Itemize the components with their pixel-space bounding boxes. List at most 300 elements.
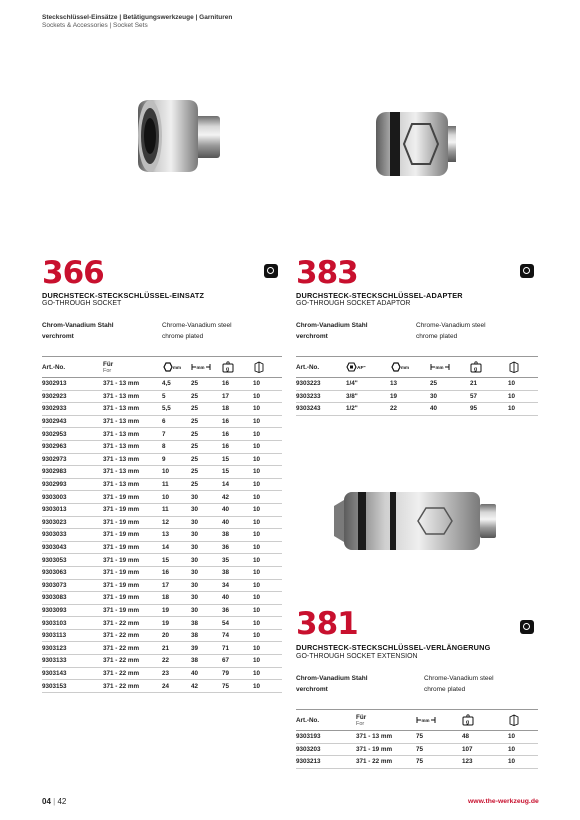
table-cell: 38 — [222, 566, 253, 579]
table-cell: 19 — [390, 390, 430, 403]
table-cell: 42 — [191, 680, 222, 693]
table-cell: 10 — [253, 680, 282, 693]
table-cell: 40 — [430, 403, 470, 416]
col-weight — [462, 710, 508, 731]
table-cell: 10 — [253, 491, 282, 504]
col-af — [346, 357, 390, 378]
table-cell: 10 — [253, 667, 282, 680]
product-badge-icon — [520, 264, 534, 278]
table-cell: 9303223 — [296, 378, 346, 391]
table-cell: 9303133 — [42, 655, 103, 668]
product-table-381 — [296, 709, 538, 769]
table-row — [296, 403, 538, 416]
table-row — [42, 440, 282, 453]
table-cell: 123 — [462, 756, 508, 769]
col-art-no: Art.-No. — [296, 357, 346, 378]
table-cell: 10 — [253, 378, 282, 391]
table-cell: 9302973 — [42, 453, 103, 466]
table-cell: 30 — [430, 390, 470, 403]
table-cell: 371 - 19 mm — [103, 579, 162, 592]
col-fuer — [356, 710, 416, 731]
table-cell: 10 — [253, 415, 282, 428]
table-cell: 9303013 — [42, 503, 103, 516]
hex-mm-unit: mm — [401, 365, 410, 370]
table-cell: 9303073 — [42, 579, 103, 592]
table-row — [42, 604, 282, 617]
table-cell: 371 - 13 mm — [103, 453, 162, 466]
table-cell: 10 — [253, 440, 282, 453]
table-cell: 10 — [253, 541, 282, 554]
table-row — [42, 592, 282, 605]
table-cell: 21 — [162, 642, 191, 655]
table-row — [42, 541, 282, 554]
product-title-de: DURCHSTECK-STECKSCHLÜSSEL-EINSATZ — [42, 291, 205, 300]
material-en-line-2: chrome plated — [424, 686, 466, 693]
table-cell: 10 — [253, 604, 282, 617]
col-art-no: Art.-No. — [296, 710, 356, 731]
table-cell: 13 — [390, 378, 430, 391]
table-cell: 371 - 13 mm — [103, 415, 162, 428]
table-row — [296, 731, 538, 744]
product-title-en: GO-THROUGH SOCKET EXTENSION — [296, 653, 418, 660]
table-cell: 10 — [253, 592, 282, 605]
table-cell: 9303243 — [296, 403, 346, 416]
col-fuer-label: Für — [103, 360, 114, 368]
table-cell: 371 - 13 mm — [103, 428, 162, 441]
product-badge-icon — [520, 620, 534, 634]
table-cell: 25 — [191, 440, 222, 453]
table-cell: 21 — [470, 378, 508, 391]
product-number-366: 366 — [42, 255, 104, 291]
table-cell: 10 — [253, 566, 282, 579]
col-fuer-label: Für — [356, 713, 367, 721]
material-en-line-1: Chrome-Vanadium steel — [162, 322, 232, 329]
table-cell: 14 — [222, 478, 253, 491]
col-length — [191, 357, 222, 378]
table-cell: 30 — [191, 491, 222, 504]
table-cell: 30 — [191, 516, 222, 529]
weight-g-icon — [470, 361, 482, 373]
table-cell: 10 — [253, 453, 282, 466]
weight-g-icon — [462, 714, 474, 726]
table-cell: 9303113 — [42, 629, 103, 642]
package-icon — [508, 361, 520, 373]
table-cell: 4,5 — [162, 378, 191, 391]
table-cell: 74 — [222, 629, 253, 642]
product-badge-icon — [264, 264, 278, 278]
col-weight — [222, 357, 253, 378]
page-separator: | — [53, 797, 56, 806]
table-cell: 9302983 — [42, 466, 103, 479]
page-header — [42, 14, 232, 29]
table-cell: 10 — [253, 478, 282, 491]
table-cell: 10 — [508, 378, 538, 391]
table-row — [42, 579, 282, 592]
hex-socket-mm-icon — [390, 362, 408, 372]
table-cell: 67 — [222, 655, 253, 668]
table-cell: 24 — [162, 680, 191, 693]
material-en-line-2: chrome plated — [162, 333, 204, 340]
table-cell: 10 — [508, 403, 538, 416]
product-number-381: 381 — [296, 606, 358, 642]
table-cell: 1/2" — [346, 403, 390, 416]
material-en-line-2: chrome plated — [416, 333, 458, 340]
table-row — [296, 743, 538, 756]
table-cell: 371 - 22 mm — [103, 629, 162, 642]
table-cell: 9303123 — [42, 642, 103, 655]
table-cell: 10 — [253, 655, 282, 668]
col-fuer — [103, 357, 162, 378]
table-row — [42, 378, 282, 391]
col-art-no: Art.-No. — [42, 357, 103, 378]
table-cell: 16 — [222, 428, 253, 441]
table-cell: 34 — [222, 579, 253, 592]
table-row — [42, 554, 282, 567]
header-line-2: Sockets & Accessories | Socket Sets — [42, 22, 148, 29]
table-cell: 30 — [191, 566, 222, 579]
table-row — [42, 503, 282, 516]
table-cell: 54 — [222, 617, 253, 630]
product-number-383: 383 — [296, 255, 358, 291]
product-title-de: DURCHSTECK-STECKSCHLÜSSEL-ADAPTER — [296, 291, 463, 300]
table-cell: 371 - 19 mm — [103, 516, 162, 529]
table-cell: 371 - 22 mm — [103, 617, 162, 630]
table-cell: 75 — [222, 680, 253, 693]
length-mm-icon — [191, 363, 211, 371]
table-cell: 38 — [191, 617, 222, 630]
table-row — [42, 617, 282, 630]
table-cell: 9303143 — [42, 667, 103, 680]
product-image-383 — [372, 104, 462, 184]
table-cell: 25 — [191, 428, 222, 441]
table-row — [42, 566, 282, 579]
table-cell: 30 — [191, 529, 222, 542]
table-cell: 10 — [253, 428, 282, 441]
table-cell: 5 — [162, 390, 191, 403]
table-cell: 75 — [416, 743, 462, 756]
col-pack — [508, 357, 538, 378]
table-cell: 75 — [416, 756, 462, 769]
table-cell: 35 — [222, 554, 253, 567]
table-cell: 19 — [162, 604, 191, 617]
material-en-line-1: Chrome-Vanadium steel — [424, 675, 494, 682]
table-cell: 30 — [191, 541, 222, 554]
product-image-381 — [330, 486, 500, 556]
table-cell: 10 — [253, 529, 282, 542]
table-row — [42, 680, 282, 693]
table-cell: 18 — [162, 592, 191, 605]
table-cell: 11 — [162, 478, 191, 491]
table-cell: 36 — [222, 604, 253, 617]
table-row — [42, 415, 282, 428]
table-cell: 10 — [508, 390, 538, 403]
material-en — [416, 320, 486, 342]
table-cell: 16 — [222, 440, 253, 453]
table-cell: 9303213 — [296, 756, 356, 769]
material-de-line-2: verchromt — [42, 333, 74, 340]
table-cell: 9303203 — [296, 743, 356, 756]
table-cell: 25 — [191, 466, 222, 479]
table-cell: 40 — [222, 516, 253, 529]
material-en — [162, 320, 232, 342]
table-cell: 371 - 19 mm — [103, 529, 162, 542]
table-cell: 9 — [162, 453, 191, 466]
svg-text:g: g — [226, 366, 230, 373]
table-row — [42, 642, 282, 655]
table-row — [42, 478, 282, 491]
col-for-label: For — [103, 367, 112, 374]
table-cell: 371 - 19 mm — [103, 566, 162, 579]
table-cell: 10 — [253, 617, 282, 630]
table-cell: 25 — [191, 478, 222, 491]
table-cell: 10 — [162, 491, 191, 504]
table-cell: 9303003 — [42, 491, 103, 504]
af-unit: AF" — [357, 366, 366, 371]
svg-text:mm: mm — [421, 718, 430, 723]
table-row — [42, 428, 282, 441]
table-cell: 371 - 22 mm — [103, 667, 162, 680]
table-cell: 25 — [191, 378, 222, 391]
page-num: 42 — [57, 797, 67, 806]
table-cell: 371 - 13 mm — [356, 731, 416, 744]
table-cell: 9302963 — [42, 440, 103, 453]
table-cell: 15 — [222, 453, 253, 466]
material-de-line-2: verchromt — [296, 333, 328, 340]
material-de — [296, 320, 368, 342]
table-cell: 9303093 — [42, 604, 103, 617]
table-row — [296, 756, 538, 769]
table-cell: 10 — [253, 642, 282, 655]
table-row — [42, 516, 282, 529]
table-cell: 11 — [162, 503, 191, 516]
table-cell: 9303193 — [296, 731, 356, 744]
svg-text:g: g — [474, 366, 478, 373]
website-link[interactable]: www.the-werkzeug.de — [468, 798, 539, 805]
length-mm-unit: mm — [196, 365, 205, 370]
table-cell: 10 — [253, 466, 282, 479]
table-cell: 40 — [191, 667, 222, 680]
product-title-en: GO-THROUGH SOCKET — [42, 300, 122, 307]
table-cell: 8 — [162, 440, 191, 453]
material-en-line-1: Chrome-Vanadium steel — [416, 322, 486, 329]
table-cell: 371 - 13 mm — [103, 390, 162, 403]
table-cell: 9303233 — [296, 390, 346, 403]
table-cell: 22 — [390, 403, 430, 416]
table-cell: 10 — [253, 516, 282, 529]
table-cell: 9303033 — [42, 529, 103, 542]
table-cell: 25 — [191, 453, 222, 466]
material-de-line-1: Chrom-Vanadium Stahl — [296, 322, 368, 329]
length-mm-icon — [416, 716, 436, 724]
table-cell: 9302933 — [42, 403, 103, 416]
table-cell: 107 — [462, 743, 508, 756]
table-cell: 371 - 19 mm — [103, 554, 162, 567]
product-image-366 — [128, 92, 228, 182]
table-cell: 9302953 — [42, 428, 103, 441]
table-cell: 18 — [222, 403, 253, 416]
table-row — [42, 390, 282, 403]
table-cell: 9303103 — [42, 617, 103, 630]
table-cell: 371 - 19 mm — [103, 491, 162, 504]
table-cell: 79 — [222, 667, 253, 680]
table-row — [42, 655, 282, 668]
hex-mm-unit: mm — [173, 365, 182, 370]
material-de-line-1: Chrom-Vanadium Stahl — [296, 675, 368, 682]
product-title-en: GO-THROUGH SOCKET ADAPTOR — [296, 300, 411, 307]
table-cell: 39 — [191, 642, 222, 655]
table-cell: 25 — [191, 415, 222, 428]
table-cell: 1/4" — [346, 378, 390, 391]
table-cell: 3/8" — [346, 390, 390, 403]
col-pack — [253, 357, 282, 378]
table-cell: 16 — [222, 415, 253, 428]
length-mm-icon — [430, 363, 450, 371]
table-cell: 371 - 19 mm — [103, 541, 162, 554]
table-cell: 371 - 13 mm — [103, 403, 162, 416]
table-cell: 9302943 — [42, 415, 103, 428]
table-cell: 9302923 — [42, 390, 103, 403]
table-cell: 7 — [162, 428, 191, 441]
col-length — [416, 710, 462, 731]
table-row — [42, 491, 282, 504]
table-cell: 6 — [162, 415, 191, 428]
col-for-label: For — [356, 720, 365, 727]
material-de — [42, 320, 114, 342]
table-cell: 10 — [508, 731, 538, 744]
table-cell: 9303023 — [42, 516, 103, 529]
table-cell: 371 - 19 mm — [103, 604, 162, 617]
material-en — [424, 673, 494, 695]
table-row — [42, 629, 282, 642]
material-de-line-1: Chrom-Vanadium Stahl — [42, 322, 114, 329]
material-de — [296, 673, 368, 695]
length-mm-unit: mm — [435, 365, 444, 370]
package-icon — [253, 361, 265, 373]
table-cell: 371 - 13 mm — [103, 466, 162, 479]
table-cell: 30 — [191, 554, 222, 567]
table-cell: 25 — [191, 403, 222, 416]
table-cell: 25 — [430, 378, 470, 391]
table-cell: 22 — [162, 655, 191, 668]
table-cell: 371 - 13 mm — [103, 440, 162, 453]
table-cell: 10 — [253, 554, 282, 567]
table-cell: 10 — [508, 756, 538, 769]
table-cell: 14 — [162, 541, 191, 554]
table-cell: 38 — [222, 529, 253, 542]
col-hex-size — [390, 357, 430, 378]
table-cell: 16 — [162, 566, 191, 579]
table-cell: 5,5 — [162, 403, 191, 416]
table-cell: 25 — [191, 390, 222, 403]
chapter-number: 04 — [42, 797, 51, 806]
table-cell: 10 — [508, 743, 538, 756]
table-cell: 10 — [253, 629, 282, 642]
table-cell: 10 — [253, 403, 282, 416]
table-cell: 71 — [222, 642, 253, 655]
table-cell: 371 - 22 mm — [356, 756, 416, 769]
table-header-row — [296, 710, 538, 731]
table-cell: 30 — [191, 503, 222, 516]
table-cell: 9303063 — [42, 566, 103, 579]
table-cell: 57 — [470, 390, 508, 403]
table-row — [42, 529, 282, 542]
table-cell: 16 — [222, 378, 253, 391]
table-header-row — [296, 357, 538, 378]
table-row — [42, 403, 282, 416]
table-cell: 40 — [222, 592, 253, 605]
hex-socket-mm-icon — [162, 362, 180, 372]
table-cell: 30 — [191, 592, 222, 605]
table-row — [42, 667, 282, 680]
table-cell: 95 — [470, 403, 508, 416]
table-cell: 48 — [462, 731, 508, 744]
table-cell: 19 — [162, 617, 191, 630]
col-hex-size — [162, 357, 191, 378]
table-cell: 13 — [162, 529, 191, 542]
table-cell: 371 - 22 mm — [103, 642, 162, 655]
col-pack — [508, 710, 538, 731]
table-row — [42, 453, 282, 466]
page-number — [42, 797, 66, 806]
table-cell: 30 — [191, 579, 222, 592]
package-icon — [508, 714, 520, 726]
table-cell: 75 — [416, 731, 462, 744]
col-weight — [470, 357, 508, 378]
table-row — [296, 378, 538, 391]
col-length — [430, 357, 470, 378]
table-cell: 9303053 — [42, 554, 103, 567]
table-cell: 10 — [162, 466, 191, 479]
svg-text:g: g — [466, 719, 470, 726]
table-cell: 12 — [162, 516, 191, 529]
table-cell: 10 — [253, 579, 282, 592]
table-cell: 9303043 — [42, 541, 103, 554]
header-line-1: Steckschlüssel-Einsätze | Betätigungswerkzeuge | Garnituren — [42, 14, 233, 21]
table-cell: 20 — [162, 629, 191, 642]
table-cell: 9303153 — [42, 680, 103, 693]
table-cell: 30 — [191, 604, 222, 617]
table-row — [42, 466, 282, 479]
table-cell: 38 — [191, 629, 222, 642]
table-header-row — [42, 357, 282, 378]
table-cell: 371 - 19 mm — [103, 503, 162, 516]
table-cell: 371 - 22 mm — [103, 680, 162, 693]
table-cell: 17 — [222, 390, 253, 403]
table-cell: 36 — [222, 541, 253, 554]
table-cell: 371 - 22 mm — [103, 655, 162, 668]
table-cell: 10 — [253, 503, 282, 516]
product-table-383 — [296, 356, 538, 416]
table-cell: 40 — [222, 503, 253, 516]
table-cell: 38 — [191, 655, 222, 668]
product-title-de: DURCHSTECK-STECKSCHLÜSSEL-VERLÄNGERUNG — [296, 643, 491, 652]
table-cell: 10 — [253, 390, 282, 403]
material-de-line-2: verchromt — [296, 686, 328, 693]
table-cell: 371 - 13 mm — [103, 378, 162, 391]
table-cell: 9302993 — [42, 478, 103, 491]
table-cell: 371 - 13 mm — [103, 478, 162, 491]
table-cell: 15 — [162, 554, 191, 567]
product-table-366 — [42, 356, 282, 693]
table-row — [296, 390, 538, 403]
weight-g-icon — [222, 361, 234, 373]
table-cell: 9303083 — [42, 592, 103, 605]
table-cell: 17 — [162, 579, 191, 592]
table-cell: 42 — [222, 491, 253, 504]
table-cell: 371 - 19 mm — [103, 592, 162, 605]
table-cell: 9302913 — [42, 378, 103, 391]
table-cell: 371 - 19 mm — [356, 743, 416, 756]
